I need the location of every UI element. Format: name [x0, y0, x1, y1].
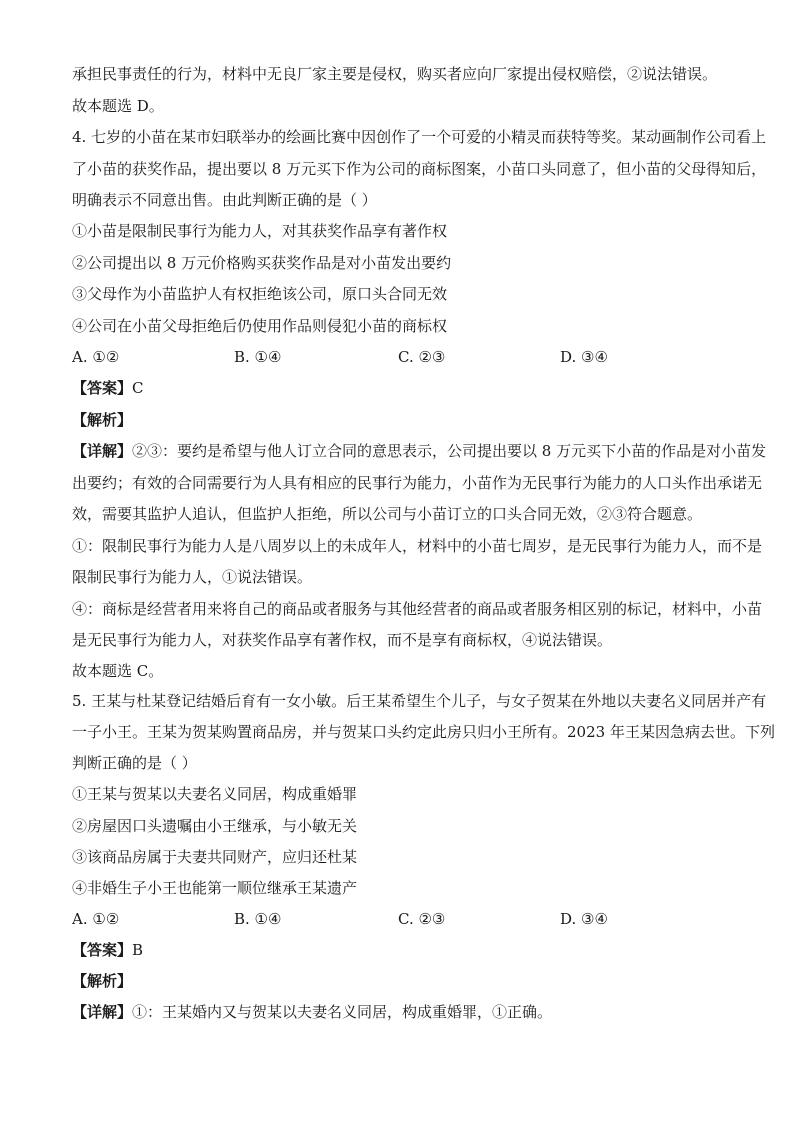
detail-text: ②③：要约是希望与他人订立合同的意思表示，公司提出要以 8 万元买下小苗的作品是对小苗发 — [132, 442, 767, 460]
answer-label: 【答案】 — [72, 941, 133, 959]
answer-value: B — [132, 941, 144, 959]
detail-line: 出要约；有效的合同需要行为人具有相应的民事行为能力，小苗作为无民事行为能力的人口头作出承诺无 — [72, 474, 763, 492]
detail-line: 限制民事行为能力人，①说法错误。 — [72, 568, 313, 586]
question-4-stem: 明确表示不同意出售。由此判断正确的是（ ） — [72, 191, 377, 209]
detail-label: 【详解】 — [72, 1003, 133, 1021]
answer-value: C — [132, 379, 144, 397]
detail-line: ④：商标是经营者用来将自己的商品或者服务与其他经营者的商品或者服务相区别的标记，材料中，小苗 — [72, 600, 763, 618]
statement-4: ④非婚生子小王也能第一顺位继承王某遗产 — [72, 879, 358, 897]
question-4-stem: 了小苗的获奖作品，提出要以 8 万元买下作为公司的商标图案，小苗口头同意了，但小苗的父母得知后， — [72, 160, 767, 178]
statement-3: ③父母作为小苗监护人有权拒绝该公司，原口头合同无效 — [72, 285, 448, 303]
question-5-stem: 判断正确的是（ ） — [72, 754, 197, 772]
statement-1: ①王某与贺某以夫妻名义同居，构成重婚罪 — [72, 785, 358, 803]
statement-2: ②房屋因口头遗嘱由小王继承，与小敏无关 — [72, 817, 358, 835]
detail-text: ①：王某婚内又与贺某以夫妻名义同居，构成重婚罪，①正确。 — [132, 1003, 553, 1021]
question-4-stem: 4. 七岁的小苗在某市妇联举办的绘画比赛中因创作了一个可爱的小精灵而获特等奖。某动画制作公司看上 — [72, 128, 767, 146]
choice-c: C. ②③ — [398, 910, 446, 928]
question-5-stem: 一子小王。王某为贺某购置商品房，并与贺某口头约定此房只归小王所有。2023 年王某因急病去世。下列 — [72, 723, 775, 741]
choice-d: D. ③④ — [560, 348, 608, 366]
detail-line: 是无民事行为能力人，对获奖作品享有著作权，而不是享有商标权，④说法错误。 — [72, 631, 613, 649]
choice-row — [72, 347, 722, 367]
statement-2: ②公司提出以 8 万元价格购买获奖作品是对小苗发出要约 — [72, 254, 452, 272]
statement-3: ③该商品房属于夫妻共同财产，应归还杜某 — [72, 848, 358, 866]
detail-line: 效，需要其监护人追认，但监护人拒绝，所以公司与小苗订立的口头合同无效，②③符合题意。 — [72, 505, 703, 523]
text-line: 承担民事责任的行为，材料中无良厂家主要是侵权，购买者应向厂家提出侵权赔偿，②说法错误。 — [72, 65, 718, 83]
detail-line — [72, 1002, 552, 1022]
choice-b: B. ①④ — [234, 348, 282, 366]
choice-d: D. ③④ — [560, 910, 608, 928]
conclusion-line: 故本题选 C。 — [72, 662, 164, 680]
answer-label: 【答案】 — [72, 379, 133, 397]
choice-a: A. ①② — [72, 348, 120, 366]
text-line: 故本题选 D。 — [72, 97, 164, 115]
detail-line — [72, 441, 766, 461]
answer-line — [72, 378, 144, 398]
choice-c: C. ②③ — [398, 348, 446, 366]
detail-line: ①：限制民事行为能力人是八周岁以上的未成年人，材料中的小苗七周岁，是无民事行为能力人，而不是 — [72, 537, 763, 555]
question-5-stem: 5. 王某与杜某登记结婚后育有一女小敏。后王某希望生个儿子，与女子贺某在外地以夫妻名义同居并产有 — [72, 692, 767, 710]
statement-1: ①小苗是限制民事行为能力人，对其获奖作品享有著作权 — [72, 222, 448, 240]
choice-b: B. ①④ — [234, 910, 282, 928]
detail-label: 【详解】 — [72, 442, 133, 460]
choice-row — [72, 909, 722, 929]
analysis-label: 【解析】 — [72, 972, 133, 990]
answer-line — [72, 940, 143, 960]
statement-4: ④公司在小苗父母拒绝后仍使用作品则侵犯小苗的商标权 — [72, 317, 448, 335]
analysis-label: 【解析】 — [72, 411, 133, 429]
choice-a: A. ①② — [72, 910, 120, 928]
